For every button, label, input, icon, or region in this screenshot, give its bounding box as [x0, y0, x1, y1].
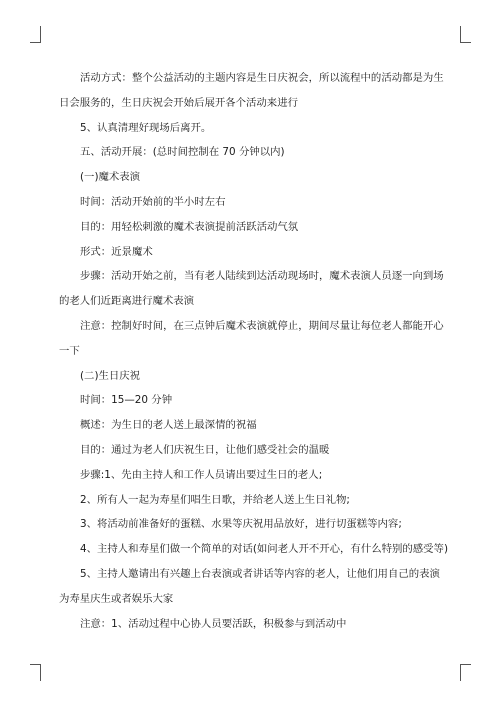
paragraph-line: 步骤：活动开始之前，当有老人陆续到达活动现场时，魔术表演人员逐一向到场 [80, 270, 444, 283]
crop-mark-top-left [30, 26, 41, 43]
paragraph-line: 为寿星庆生或者娱乐大家 [59, 592, 174, 605]
paragraph-line: 步骤:1、先由主持人和工作人员请出要过生日的老人; [80, 468, 323, 481]
crop-mark-bottom-left [30, 664, 41, 681]
crop-mark-top-right [460, 26, 471, 43]
document-body [59, 66, 455, 636]
paragraph-line: 注意：控制好时间，在三点钟后魔术表演就停止，期间尽量让每位老人都能开心 [80, 319, 444, 332]
paragraph-line: 4、主持人和寿星们做一个简单的对话(如问老人开不开心，有什么特别的感受等) [80, 543, 448, 556]
section-heading: 五、活动开展：(总时间控制在 70 分钟以内) [80, 146, 285, 159]
paragraph-line: 的老人们近距离进行魔术表演 [59, 295, 195, 308]
paragraph-line: 目的：通过为老人们庆祝生日，让他们感受社会的温暖 [80, 443, 330, 456]
paragraph-line: 3、将活动前准备好的蛋糕、水果等庆祝用品放好，进行切蛋糕等内容; [80, 518, 402, 531]
paragraph-line: 一下 [59, 344, 80, 357]
paragraph-line: 5、认真清理好现场后离开。 [80, 121, 212, 134]
paragraph-line: 2、所有人一起为寿星们唱生日歌，并给老人送上生日礼物; [80, 493, 350, 506]
paragraph-line: 日会服务的，生日庆祝会开始后展开各个活动来进行 [59, 96, 298, 109]
crop-mark-bottom-right [460, 664, 471, 681]
paragraph-line: 目的：用轻松刺激的魔术表演提前活跃活动气氛 [80, 220, 299, 233]
paragraph-line: 5、主持人邀请出有兴趣上台表演或者讲话等内容的老人，让他们用自己的表演 [80, 567, 440, 580]
paragraph-line: 概述：为生日的老人送上最深情的祝福 [80, 419, 257, 432]
subsection-heading: (二)生日庆祝 [80, 369, 141, 382]
subsection-heading: (一)魔术表演 [80, 171, 141, 184]
paragraph-line: 形式：近景魔术 [80, 245, 153, 258]
paragraph-line: 注意：1、活动过程中心协人员要活跃，积极参与到活动中 [80, 617, 347, 630]
paragraph-line: 活动方式：整个公益活动的主题内容是生日庆祝会，所以流程中的活动都是为生 [80, 72, 444, 84]
paragraph-line: 时间：15—20 分钟 [80, 394, 173, 407]
paragraph-line: 时间：活动开始前的半小时左右 [80, 195, 226, 208]
